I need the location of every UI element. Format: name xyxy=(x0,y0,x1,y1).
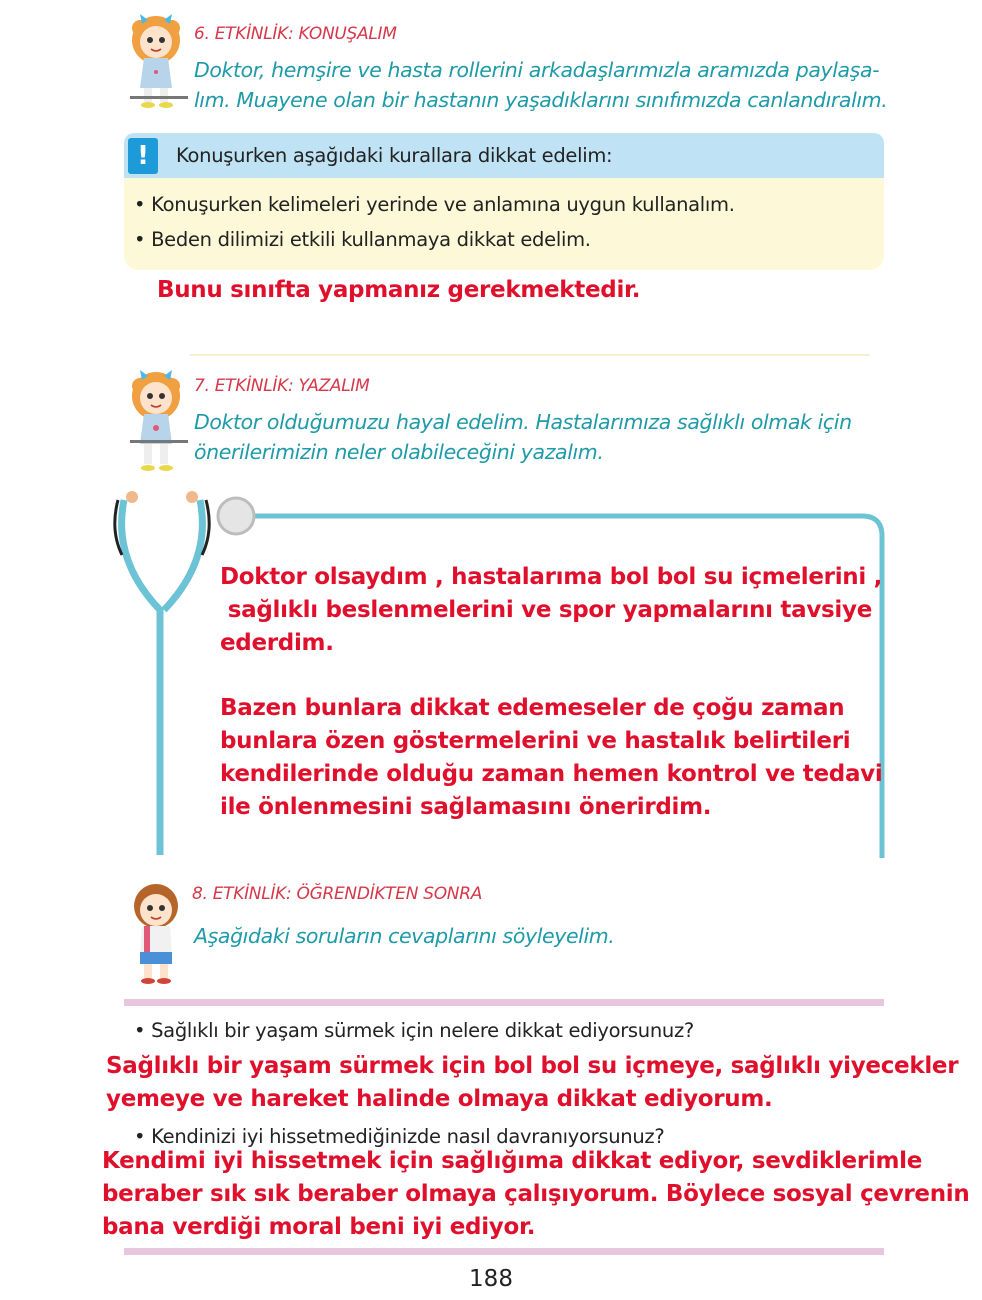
answer-line: bana verdiği moral beni iyi ediyor. xyxy=(102,1214,536,1240)
answer-line: yemeye ve hareket halinde olmaya dikkat ediyorum. xyxy=(106,1086,773,1112)
activity6-title: 6. ETKİNLİK: KONUŞALIM xyxy=(194,24,397,44)
question: • Kendinizi iyi hissetmediğinizde nasıl davranıyorsunuz? xyxy=(134,1125,665,1148)
rules-item-text: Konuşurken kelimeleri yerinde ve anlamına uygun kullanalım. xyxy=(151,193,735,216)
answer7-line: Doktor olsaydım , hastalarıma bol bol su içmelerini , xyxy=(220,564,883,590)
page-number: 188 xyxy=(469,1266,513,1292)
rules-title: Konuşurken aşağıdaki kurallara dikkat edelim: xyxy=(176,144,613,167)
answer-line: Sağlıklı bir yaşam sürmek için bol bol su içmeye, sağlıklı yiyecekler xyxy=(106,1053,959,1079)
activity6-text-line2: lım. Muayene olan bir hastanın yaşadıklarını sınıfımızda canlandıralım. xyxy=(194,88,888,112)
answer7-line: kendilerinde olduğu zaman hemen kontrol ve tedavi xyxy=(220,761,883,787)
answer-block xyxy=(106,1050,958,1116)
activity6-text-line1: Doktor, hemşire ve hasta rollerini arkadaşlarımızla aramızda paylaşa- xyxy=(194,58,880,82)
question-text: Sağlıklı bir yaşam sürmek için nelere dikkat ediyorsunuz? xyxy=(151,1019,694,1042)
activity7-answer-block2 xyxy=(220,692,882,824)
questions-top-divider xyxy=(124,999,884,1006)
activity7-text-line1: Doktor olduğumuzu hayal edelim. Hastalarımıza sağlıklı olmak için xyxy=(194,410,852,434)
question: • Sağlıklı bir yaşam sürmek için nelere dikkat ediyorsunuz? xyxy=(134,1019,694,1042)
activity8-text-line1: Aşağıdaki soruların cevaplarını söyleyelim. xyxy=(194,924,615,948)
answer7-line: ederdim. xyxy=(220,630,334,656)
activity7-answer-block1 xyxy=(220,561,882,660)
activity6-answer: Bunu sınıfta yapmanız gerekmektedir. xyxy=(157,277,641,303)
rules-item-text: Beden dilimizi etkili kullanmaya dikkat edelim. xyxy=(151,228,591,251)
answer7-line: sağlıklı beslenmelerini ve spor yapmalarını tavsiye xyxy=(220,597,873,623)
rules-item: • Beden dilimizi etkili kullanmaya dikkat edelim. xyxy=(134,228,591,251)
answer-line: beraber sık sık beraber olmaya çalışıyorum. Böylece sosyal çevrenin xyxy=(102,1181,970,1207)
question-text: Kendinizi iyi hissetmediğinizde nasıl davranıyorsunuz? xyxy=(151,1125,665,1148)
exclamation-icon: ! xyxy=(128,138,158,174)
answer-block xyxy=(102,1145,969,1244)
questions-bottom-divider xyxy=(124,1248,884,1255)
answer-line: Kendimi iyi hissetmek için sağlığıma dikkat ediyor, sevdiklerimle xyxy=(102,1148,923,1174)
answer7-line: Bazen bunlara dikkat edemeseler de çoğu zaman xyxy=(220,695,845,721)
boy-character-icon xyxy=(124,878,190,992)
activity7-text-line2: önerilerimizin neler olabileceğini yazalım. xyxy=(194,440,604,464)
rules-item: • Konuşurken kelimeleri yerinde ve anlamına uygun kullanalım. xyxy=(134,193,735,216)
activity7-title: 7. ETKİNLİK: YAZALIM xyxy=(194,376,370,396)
answer7-line: ile önlenmesini sağlamasını önerirdim. xyxy=(220,794,712,820)
activity8-title: 8. ETKİNLİK: ÖĞRENDİKTEN SONRA xyxy=(192,884,483,904)
answer7-line: bunlara özen göstermelerini ve hastalık belirtileri xyxy=(220,728,851,754)
